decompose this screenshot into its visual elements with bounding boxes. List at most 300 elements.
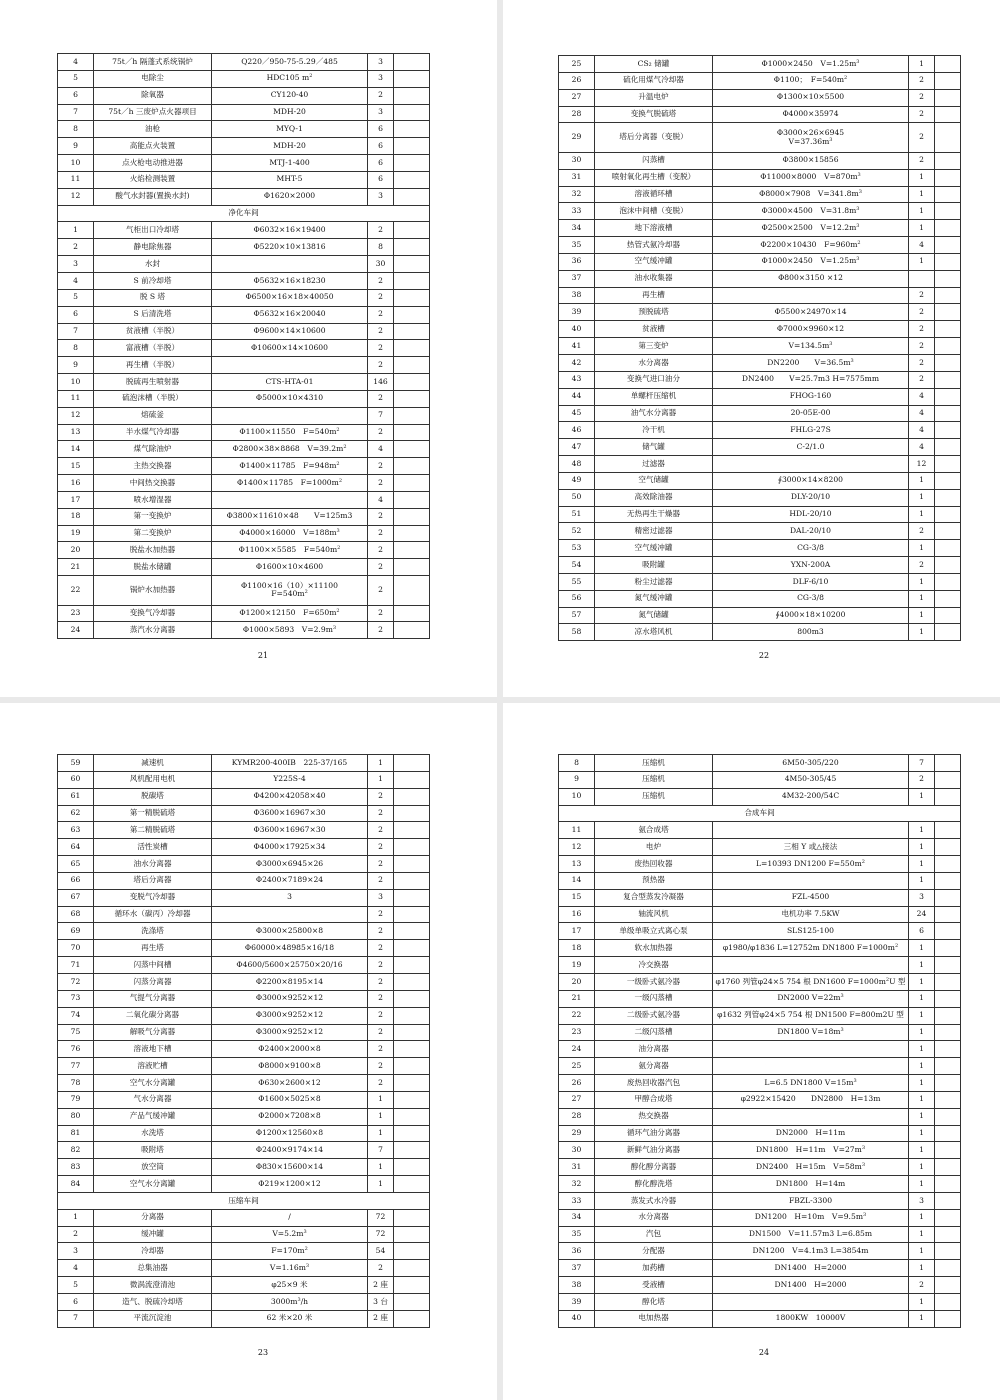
table-row (58, 1176, 430, 1193)
equipment-spec: Φ4000×17925×34 (212, 839, 368, 856)
equipment-name: 油水收集器 (595, 270, 713, 287)
quantity: 2 (368, 957, 394, 974)
page-number: 23 (257, 1348, 269, 1357)
quantity: 2 (368, 1007, 394, 1024)
quantity: 2 (368, 839, 394, 856)
quantity: 1 (909, 1209, 935, 1226)
page-23 (0, 703, 497, 1400)
quantity: 2 (368, 788, 394, 805)
row-number: 84 (58, 1176, 94, 1193)
row-number: 32 (559, 1176, 595, 1193)
table-row (559, 822, 961, 839)
quantity: 146 (368, 374, 394, 391)
equipment-spec: Φ4600/5600×25750×20/16 (212, 957, 368, 974)
row-number: 77 (58, 1058, 94, 1075)
equipment-name: 气柜出口冷却塔 (94, 222, 212, 239)
remark (394, 1142, 430, 1159)
remark (394, 104, 430, 121)
remark (935, 1243, 961, 1260)
equipment-name: 泡沫中间槽（变脱） (595, 203, 713, 220)
row-number: 29 (559, 123, 595, 152)
row-number: 33 (559, 203, 595, 220)
equipment-name: 空气缓冲罐 (595, 253, 713, 270)
quantity: 2 (909, 354, 935, 371)
equipment-name: 硫化用煤气冷却器 (595, 72, 713, 89)
equipment-spec: Φ1200×12150 $F=650m^2$ (212, 605, 368, 622)
equipment-name: 汽包 (595, 1226, 713, 1243)
equipment-name: 风机配用电机 (94, 771, 212, 788)
equipment-name: 变脱气冷却器 (94, 889, 212, 906)
equipment-name: 脱盐水储罐 (94, 559, 212, 576)
section-title: 净化车间 (58, 205, 430, 222)
remark (394, 872, 430, 889)
remark (394, 576, 430, 605)
table-row (559, 72, 961, 89)
equipment-spec: DN2000 H=11m (713, 1125, 909, 1142)
row-number: 45 (559, 405, 595, 422)
remark (935, 973, 961, 990)
equipment-name: S 后清洗塔 (94, 306, 212, 323)
remark (394, 1159, 430, 1176)
row-number: 7 (58, 104, 94, 121)
remark (394, 788, 430, 805)
remark (935, 788, 961, 805)
equipment-name: 减速机 (94, 755, 212, 772)
quantity: 1 (909, 1176, 935, 1193)
row-number: 39 (559, 304, 595, 321)
equipment-spec: Φ1400×11785 $F=948m^2$ (212, 458, 368, 475)
table-row (559, 624, 961, 641)
quantity: 1 (909, 1226, 935, 1243)
table-row (559, 1310, 961, 1327)
row-number: 11 (559, 822, 595, 839)
remark (935, 1058, 961, 1075)
equipment-spec: Φ3000×4500 $V=31.8m^3$ (713, 203, 909, 220)
quantity: 3 (368, 70, 394, 87)
quantity: 3 (909, 889, 935, 906)
remark (394, 1075, 430, 1092)
table-row (559, 1091, 961, 1108)
remark (935, 822, 961, 839)
equipment-spec: Q220／950-75-5.29／485 (212, 54, 368, 71)
row-number: 5 (58, 1277, 94, 1294)
equipment-spec: 62 米×20 米 (212, 1310, 368, 1327)
equipment-spec: DN2400 V=25.7m3 H=7575mm (713, 371, 909, 388)
table-row (559, 220, 961, 237)
section-row (58, 1192, 430, 1209)
row-number: 53 (559, 540, 595, 557)
remark (935, 203, 961, 220)
quantity: 2 (909, 523, 935, 540)
remark (935, 1041, 961, 1058)
equipment-name: 单级单吸立式离心泵 (595, 923, 713, 940)
remark (394, 289, 430, 306)
quantity: 1 (909, 872, 935, 889)
row-number: 12 (58, 188, 94, 205)
table-row (58, 957, 430, 974)
equipment-name: 水封 (94, 256, 212, 273)
table-row (559, 889, 961, 906)
table-row (559, 1226, 961, 1243)
equipment-name: 空气缓冲罐 (595, 540, 713, 557)
equipment-spec: $V=134.5m^3$ (713, 338, 909, 355)
table-row (58, 1024, 430, 1041)
table-row (58, 54, 430, 71)
remark (394, 822, 430, 839)
table-row (58, 374, 430, 391)
remark (394, 906, 430, 923)
quantity: 2 (368, 990, 394, 1007)
remark (935, 1294, 961, 1311)
equipment-name: 变换气脱硫塔 (595, 106, 713, 123)
remark (394, 306, 430, 323)
remark (935, 940, 961, 957)
table-row (559, 940, 961, 957)
remark (935, 106, 961, 123)
remark (394, 222, 430, 239)
row-number: 10 (58, 374, 94, 391)
quantity: 1 (368, 771, 394, 788)
row-number: 7 (58, 1310, 94, 1327)
equipment-name: 第三变炉 (595, 338, 713, 355)
row-number: 35 (559, 1226, 595, 1243)
remark (935, 1024, 961, 1041)
row-number: 6 (58, 1294, 94, 1311)
table-row (559, 123, 961, 152)
equipment-spec: 20-05E-00 (713, 405, 909, 422)
equipment-name: 硫泡沫槽（半脱） (94, 390, 212, 407)
quantity: 4 (368, 491, 394, 508)
equipment-name: 熔硫釜 (94, 407, 212, 424)
quantity: 1 (909, 1310, 935, 1327)
quantity: 7 (368, 1142, 394, 1159)
remark (935, 321, 961, 338)
quantity: 1 (909, 540, 935, 557)
quantity: 1 (909, 506, 935, 523)
row-number: 75 (58, 1024, 94, 1041)
table-row (58, 70, 430, 87)
row-number: 6 (58, 306, 94, 323)
table-row (58, 1075, 430, 1092)
remark (935, 1209, 961, 1226)
equipment-spec: Y225S-4 (212, 771, 368, 788)
row-number: 69 (58, 923, 94, 940)
equipment-name: 塔后分离器（变脱） (595, 123, 713, 152)
equipment-spec (713, 872, 909, 889)
equipment-name: 再生槽（半脱） (94, 357, 212, 374)
table-row (559, 1192, 961, 1209)
equipment-spec (713, 287, 909, 304)
remark (394, 622, 430, 639)
equipment-spec: Φ4200×42058×40 (212, 788, 368, 805)
remark (394, 805, 430, 822)
equipment-name: 第二精脱硫塔 (94, 822, 212, 839)
row-number: 1 (58, 1209, 94, 1226)
quantity: 2 (368, 805, 394, 822)
table-row (58, 1159, 430, 1176)
table-row (58, 323, 430, 340)
equipment-table (57, 754, 430, 1328)
row-number: 25 (559, 56, 595, 73)
table-row (58, 272, 430, 289)
equipment-name: 第二变换炉 (94, 525, 212, 542)
remark (394, 856, 430, 873)
table-row (559, 1024, 961, 1041)
remark (935, 371, 961, 388)
table-row (58, 542, 430, 559)
quantity: 7 (909, 755, 935, 772)
row-number: 82 (58, 1142, 94, 1159)
equipment-spec: DN2000 $V=22m^3$ (713, 990, 909, 1007)
equipment-spec: SLS125-100 (713, 923, 909, 940)
equipment-name: 废热回收器汽包 (595, 1075, 713, 1092)
remark (935, 889, 961, 906)
row-number: 38 (559, 1277, 595, 1294)
remark (935, 872, 961, 889)
quantity: 1 (909, 990, 935, 1007)
row-number: 5 (58, 289, 94, 306)
quantity: 2 (909, 72, 935, 89)
equipment-name: 氮气缓冲罐 (595, 590, 713, 607)
equipment-spec: 6M50-305/220 (713, 755, 909, 772)
table-row (58, 856, 430, 873)
quantity: 1 (909, 1041, 935, 1058)
equipment-name: 精密过滤器 (595, 523, 713, 540)
table-row (559, 872, 961, 889)
equipment-name: 洗涤塔 (94, 923, 212, 940)
row-number: 37 (559, 270, 595, 287)
equipment-name: 溶液循环槽 (595, 186, 713, 203)
equipment-spec: φ2922×15420 DN2800 H=13m (713, 1091, 909, 1108)
equipment-spec: ∮3000×14×8200 (713, 472, 909, 489)
table-row (559, 1243, 961, 1260)
remark (935, 590, 961, 607)
equipment-spec: Φ3000×9252×12 (212, 1007, 368, 1024)
table-row (58, 576, 430, 605)
equipment-spec: Φ3600×16967×30 (212, 805, 368, 822)
remark (935, 56, 961, 73)
remark (394, 70, 430, 87)
quantity: 4 (909, 439, 935, 456)
quantity: 1 (368, 1176, 394, 1193)
equipment-table (558, 754, 961, 1328)
equipment-name: 凉水塔风机 (595, 624, 713, 641)
table-row (58, 1277, 430, 1294)
equipment-name: 空气储罐 (595, 472, 713, 489)
equipment-spec: Φ2400×2000×8 (212, 1041, 368, 1058)
equipment-name: 富液槽（半脱） (94, 340, 212, 357)
equipment-spec: $3000m^3/h$ (212, 1294, 368, 1311)
quantity: 2 (368, 622, 394, 639)
equipment-name: 预脱硫塔 (595, 304, 713, 321)
remark (935, 1108, 961, 1125)
row-number: 55 (559, 573, 595, 590)
row-number: 19 (58, 525, 94, 542)
table-row (559, 287, 961, 304)
remark (394, 525, 430, 542)
row-number: 21 (559, 990, 595, 1007)
remark (935, 1176, 961, 1193)
table-row (58, 889, 430, 906)
remark (935, 186, 961, 203)
remark (935, 557, 961, 574)
row-number: 5 (58, 70, 94, 87)
equipment-spec: Φ219×1200×12 (212, 1176, 368, 1193)
quantity: 1 (909, 1108, 935, 1125)
row-number: 18 (58, 508, 94, 525)
remark (935, 506, 961, 523)
remark (935, 1260, 961, 1277)
remark (394, 542, 430, 559)
equipment-spec: Φ1400×11785 $F=1000m^2$ (212, 475, 368, 492)
page-24 (503, 703, 1000, 1400)
equipment-spec (212, 491, 368, 508)
equipment-name: 总集油器 (94, 1260, 212, 1277)
equipment-name: S 前冷却塔 (94, 272, 212, 289)
equipment-spec: Φ3000×9252×12 (212, 1024, 368, 1041)
row-number: 68 (58, 906, 94, 923)
equipment-spec: CG-3/8 (713, 540, 909, 557)
quantity: 1 (909, 839, 935, 856)
equipment-name: 电加热器 (595, 1310, 713, 1327)
row-number: 34 (559, 1209, 595, 1226)
remark (394, 475, 430, 492)
row-number: 52 (559, 523, 595, 540)
row-number: 13 (559, 856, 595, 873)
table-row (58, 1226, 430, 1243)
table-row (58, 121, 430, 138)
remark (394, 491, 430, 508)
table-row (559, 540, 961, 557)
row-number: 14 (559, 872, 595, 889)
remark (935, 354, 961, 371)
table-row (559, 523, 961, 540)
table-row (58, 1243, 430, 1260)
equipment-name: 冷却器 (94, 1243, 212, 1260)
equipment-spec: Φ1200×12560×8 (212, 1125, 368, 1142)
equipment-name: 吸附塔 (94, 1142, 212, 1159)
remark (394, 87, 430, 104)
row-number: 42 (559, 354, 595, 371)
row-number: 70 (58, 940, 94, 957)
quantity: 2 (368, 340, 394, 357)
row-number: 9 (58, 138, 94, 155)
equipment-spec: HDC105 $m^2$ (212, 70, 368, 87)
equipment-name: 水洗塔 (94, 1125, 212, 1142)
equipment-name: 变换气进口油分 (595, 371, 713, 388)
table-row (58, 441, 430, 458)
equipment-name: 冷干机 (595, 422, 713, 439)
remark (394, 1108, 430, 1125)
quantity: 1 (909, 489, 935, 506)
quantity: 2 (368, 940, 394, 957)
remark (935, 388, 961, 405)
table-row (58, 622, 430, 639)
remark (935, 607, 961, 624)
remark (935, 237, 961, 254)
remark (394, 1243, 430, 1260)
table-row (559, 1075, 961, 1092)
equipment-name: 塔后分离器 (94, 872, 212, 889)
row-number: 72 (58, 973, 94, 990)
equipment-name: 变换气冷却器 (94, 605, 212, 622)
quantity: 1 (909, 957, 935, 974)
equipment-name: 氨合成塔 (595, 822, 713, 839)
row-number: 15 (559, 889, 595, 906)
equipment-name: 预热器 (595, 872, 713, 889)
remark (394, 155, 430, 172)
row-number: 19 (559, 957, 595, 974)
equipment-spec: MTJ-1-400 (212, 155, 368, 172)
remark (394, 990, 430, 1007)
equipment-spec: Φ8000×7908 $V=341.8m^3$ (713, 186, 909, 203)
remark (935, 72, 961, 89)
row-number: 36 (559, 253, 595, 270)
remark (394, 957, 430, 974)
quantity: 2 (909, 123, 935, 152)
remark (394, 973, 430, 990)
quantity: 24 (909, 906, 935, 923)
remark (394, 605, 430, 622)
row-number: 24 (58, 622, 94, 639)
table-row (58, 755, 430, 772)
table-row (58, 171, 430, 188)
remark (394, 1310, 430, 1327)
equipment-spec: KYMR200-400IB 225-37/165 (212, 755, 368, 772)
quantity: 2 (368, 357, 394, 374)
row-number: 4 (58, 54, 94, 71)
row-number: 12 (559, 839, 595, 856)
quantity: 2 (368, 856, 394, 873)
equipment-name: 贫液槽（半脱） (94, 323, 212, 340)
equipment-name: 溶液贮槽 (94, 1058, 212, 1075)
remark (935, 123, 961, 152)
row-number: 83 (58, 1159, 94, 1176)
equipment-name: 氨分离器 (595, 1058, 713, 1075)
table-row (58, 839, 430, 856)
table-row (559, 1125, 961, 1142)
equipment-name: 蒸发式水冷器 (595, 1192, 713, 1209)
row-number: 58 (559, 624, 595, 641)
quantity: 2 (368, 1024, 394, 1041)
table-row (58, 508, 430, 525)
row-number: 62 (58, 805, 94, 822)
equipment-name: 电炉 (595, 839, 713, 856)
remark (935, 1075, 961, 1092)
equipment-spec: / (212, 1209, 368, 1226)
table-row (559, 169, 961, 186)
row-number: 13 (58, 424, 94, 441)
table-row (559, 371, 961, 388)
equipment-name: 产品气缓冲罐 (94, 1108, 212, 1125)
row-number: 57 (559, 607, 595, 624)
row-number: 40 (559, 321, 595, 338)
remark (935, 1142, 961, 1159)
equipment-spec: Φ800×3150 ×12 (713, 270, 909, 287)
equipment-name: 脱碳塔 (94, 788, 212, 805)
equipment-name: 闪蒸中间槽 (94, 957, 212, 974)
equipment-name: 喷水增湿器 (94, 491, 212, 508)
row-number: 60 (58, 771, 94, 788)
remark (935, 523, 961, 540)
equipment-spec: Φ5632×16×18230 (212, 272, 368, 289)
equipment-spec: Φ10600×14×10600 (212, 340, 368, 357)
remark (394, 424, 430, 441)
remark (935, 422, 961, 439)
equipment-spec: MYQ-1 (212, 121, 368, 138)
equipment-name: 软水加热器 (595, 940, 713, 957)
quantity: 1 (909, 973, 935, 990)
